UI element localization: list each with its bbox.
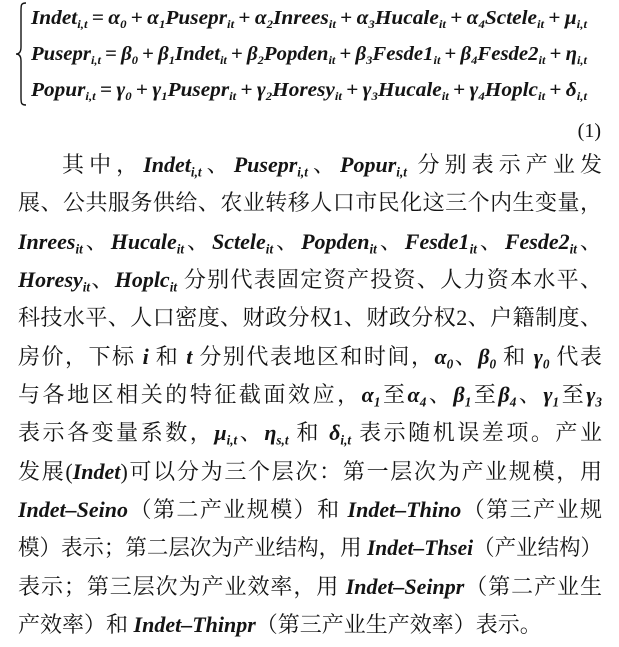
paragraph-line-content: [18, 453, 602, 491]
text-run: 、: [184, 228, 213, 254]
subscript: 2: [265, 89, 273, 104]
subscript: i,t: [297, 164, 308, 180]
subscript: s,t: [276, 432, 289, 448]
paragraph-line-content: [18, 261, 602, 299]
math-variable: γ: [256, 79, 266, 101]
math-term: [31, 43, 102, 68]
subscript: it: [433, 53, 441, 68]
math-term: [407, 381, 427, 410]
paragraph-line-content: [18, 184, 602, 222]
text-run: )可以分为三个层次：第一层次为产业规模，用: [120, 458, 602, 484]
text-run: 分别代表地区和时间，: [192, 343, 435, 369]
math-term: [175, 43, 227, 68]
math-variable: Hucale: [374, 7, 439, 29]
subscript: 4: [419, 394, 427, 410]
operator-sign: +: [346, 79, 359, 101]
left-brace: [14, 2, 28, 106]
paragraph-line: [18, 299, 602, 337]
math-term: [214, 420, 238, 448]
math-term: [73, 459, 121, 484]
math-term: [543, 381, 560, 410]
math-term: [340, 152, 407, 180]
equation-content: [31, 0, 587, 36]
math-variable: γ: [362, 79, 372, 101]
subscript: 2: [257, 53, 264, 68]
math-term: [346, 574, 465, 599]
math-variable: α: [147, 7, 159, 29]
math-term: [147, 7, 166, 32]
equation-line: [31, 72, 587, 108]
subscript: 0: [120, 17, 127, 32]
math-term: [478, 343, 497, 372]
math-variable: γ: [116, 79, 126, 101]
math-variable: Sctele: [484, 7, 537, 29]
subscript: it: [265, 241, 274, 257]
subscript: 3: [595, 394, 602, 410]
math-variable: β: [121, 43, 132, 65]
math-term: [256, 79, 273, 104]
paragraph-line-content: [18, 338, 602, 376]
math-variable: Hucale: [377, 79, 442, 101]
equation-number: (1): [577, 120, 601, 142]
subscript: it: [75, 241, 83, 257]
paragraph-line-content: [18, 606, 542, 644]
math-term: [264, 420, 289, 448]
math-term: [377, 79, 449, 104]
text-run: 、: [201, 152, 234, 177]
math-term: [469, 79, 485, 104]
subscript: it: [229, 89, 237, 104]
math-variable: α: [361, 381, 374, 407]
math-variable: α: [254, 7, 267, 29]
math-variable: α: [466, 7, 479, 29]
subscript: 1: [552, 394, 560, 410]
text-run: 代表: [549, 343, 602, 369]
equation-line: [31, 0, 587, 36]
math-term: [134, 612, 256, 637]
math-variable: Pusepr: [31, 43, 91, 65]
math-term: [453, 381, 472, 410]
text-run: 分别表示产业发: [406, 152, 602, 177]
paragraph: [18, 146, 602, 644]
text-run: 、: [426, 381, 454, 407]
text-run: （第三产业规: [461, 496, 602, 522]
operator-sign: +: [549, 79, 562, 101]
math-term: [158, 43, 176, 68]
text-run: 展、公共服务供给、农业转移人口市民化这三个内生变量，: [18, 190, 602, 216]
math-variable: Horesy: [18, 266, 83, 292]
paragraph-line: [62, 146, 602, 184]
math-variable: Pusepr: [165, 7, 228, 29]
math-term: [301, 228, 377, 257]
text-run: 至: [471, 381, 499, 407]
subscript: 0: [131, 53, 139, 68]
math-variable: Popden: [263, 43, 329, 65]
operator-sign: +: [238, 7, 251, 29]
subscript: 1: [373, 394, 381, 410]
subscript: 2: [266, 17, 274, 32]
paragraph-line: [18, 453, 602, 491]
subscript: 0: [542, 356, 550, 372]
operator-sign: +: [450, 7, 463, 29]
math-term: [143, 152, 202, 180]
text-run: 、: [307, 152, 341, 177]
subscript: i,t: [77, 17, 88, 32]
math-variable: Sctele: [212, 228, 266, 254]
text-run: 至: [559, 381, 587, 407]
math-term: [477, 43, 546, 68]
math-term: [355, 43, 373, 68]
math-term: [18, 266, 91, 295]
math-variable: Indet: [72, 458, 121, 484]
math-variable: β: [247, 43, 258, 65]
math-variable: Indet–Seinpr: [345, 573, 465, 599]
math-term: [565, 79, 587, 104]
math-term: [108, 7, 127, 32]
paragraph-line-content: [62, 146, 602, 184]
math-variable: Pusepr: [233, 152, 298, 177]
equation-content: [31, 36, 587, 72]
text-run: 、: [576, 228, 602, 254]
paragraph-line: [18, 223, 602, 261]
math-variable: Indet–Seino: [18, 496, 129, 522]
operator-sign: +: [340, 7, 353, 29]
math-term: [362, 79, 378, 104]
operator-sign: +: [142, 43, 154, 65]
subscript: i,t: [340, 432, 352, 448]
math-term: [165, 7, 235, 32]
text-run: 与各地区相关的特征截面效应，: [18, 381, 362, 407]
math-variable: Fesde1: [372, 43, 434, 65]
math-variable: α: [407, 381, 420, 407]
math-variable: Indet: [175, 43, 220, 65]
math-variable: Popur: [31, 79, 86, 101]
subscript: it: [469, 241, 477, 257]
subscript: 4: [471, 53, 478, 68]
math-term: [586, 381, 602, 410]
paragraph-line-content: [18, 491, 602, 529]
math-term: [484, 7, 545, 32]
text-run: 、: [376, 228, 405, 254]
paragraph-line: [18, 184, 602, 222]
operator-sign: =: [105, 43, 117, 65]
subscript: it: [538, 53, 546, 68]
subscript: i,t: [226, 432, 238, 448]
math-variable: Fesde1: [404, 228, 470, 254]
math-term: [247, 43, 264, 68]
math-variable: Indet: [143, 152, 191, 177]
subscript: it: [176, 241, 185, 257]
math-term: [116, 79, 132, 104]
math-variable: γ: [152, 79, 162, 101]
math-term: [329, 420, 352, 448]
subscript: it: [441, 89, 449, 104]
subscript: 1: [168, 53, 176, 68]
paragraph-line-content: [18, 223, 602, 261]
text-run: 其中，: [62, 152, 144, 177]
subscript: 1: [158, 17, 166, 32]
math-variable: β: [453, 381, 465, 407]
subscript: i,t: [396, 164, 407, 180]
math-term: [348, 497, 462, 522]
math-term: [273, 7, 336, 32]
math-variable: Horesy: [272, 79, 335, 101]
subscript: it: [334, 89, 342, 104]
math-term: [460, 43, 478, 68]
subscript: it: [82, 279, 91, 295]
math-term: [374, 7, 446, 32]
paragraph-line: [18, 376, 602, 414]
text-run: 和: [496, 343, 534, 369]
math-variable: γ: [543, 381, 553, 407]
text-run: （第二产业生: [464, 573, 602, 599]
math-variable: β: [355, 43, 367, 65]
math-variable: Popur: [340, 152, 397, 177]
math-variable: Indet–Thsei: [366, 535, 474, 561]
subscript: 0: [446, 356, 454, 372]
text-run: 表示；第三层次为产业效率，用: [18, 573, 346, 599]
subscript: i,t: [576, 53, 587, 68]
subscript: i,t: [85, 89, 96, 104]
math-variable: Fesde2: [504, 228, 570, 254]
text-run: 、: [237, 420, 265, 446]
paragraph-line: [18, 568, 602, 606]
math-variable: Fesde2: [477, 43, 539, 65]
operator-sign: +: [231, 43, 243, 65]
text-run: （产业结构）: [473, 535, 602, 561]
subscript: i,t: [190, 164, 202, 180]
math-term: [18, 497, 128, 522]
math-term: [114, 266, 178, 295]
math-variable: Pusepr: [167, 79, 230, 101]
subscript: it: [169, 279, 178, 295]
paragraph-line: [18, 338, 602, 376]
math-term: [18, 228, 83, 257]
math-variable: α: [434, 343, 447, 369]
equation-line: [31, 36, 587, 72]
text-run: 、: [273, 228, 302, 254]
equation-lines: [31, 0, 587, 108]
math-variable: Popden: [301, 228, 370, 254]
text-run: 、: [516, 381, 544, 407]
math-term: [121, 43, 139, 68]
math-term: [212, 228, 274, 257]
math-term: [356, 7, 375, 32]
text-run: 至: [380, 381, 408, 407]
subscript: 0: [125, 89, 132, 104]
math-term: [263, 43, 336, 68]
math-variable: η: [565, 43, 577, 65]
text-run: 产效率）和: [18, 611, 134, 637]
subscript: 0: [489, 356, 497, 372]
paragraph-line: [18, 529, 602, 567]
math-term: [484, 79, 546, 104]
math-variable: β: [498, 381, 510, 407]
subscript: it: [219, 53, 227, 68]
math-term: [167, 79, 237, 104]
math-term: [233, 152, 308, 180]
math-variable: t: [186, 343, 193, 369]
text-run: 模）表示；第二层次为产业结构，用: [18, 535, 367, 561]
subscript: it: [369, 241, 377, 257]
subscript: it: [536, 17, 545, 32]
paragraph-line-content: [18, 376, 602, 414]
operator-sign: +: [548, 7, 561, 29]
math-variable: γ: [469, 79, 479, 101]
math-term: [466, 7, 485, 32]
paragraph-line-content: [18, 299, 602, 337]
math-variable: γ: [533, 343, 543, 369]
math-variable: Hoplc: [484, 79, 539, 101]
operator-sign: +: [549, 43, 562, 65]
subscript: it: [538, 89, 546, 104]
math-term: [498, 381, 517, 410]
math-variable: β: [158, 43, 169, 65]
subscript: 1: [161, 89, 168, 104]
math-variable: η: [264, 420, 277, 446]
paragraph-line-content: [18, 529, 602, 567]
subscript: it: [328, 17, 336, 32]
text-run: 、: [476, 228, 505, 254]
paragraph-line: [18, 491, 602, 529]
text-run: 表示随机误差项。产业: [351, 420, 602, 446]
math-variable: μ: [564, 7, 577, 29]
subscript: it: [328, 53, 336, 68]
text-run: 、: [453, 343, 479, 369]
operator-sign: =: [91, 7, 104, 29]
math-term: [565, 43, 587, 68]
operator-sign: +: [453, 79, 466, 101]
math-term: [31, 7, 88, 32]
math-term: [254, 7, 274, 32]
subscript: 3: [368, 17, 375, 32]
math-variable: β: [460, 43, 472, 65]
text-run: 表示各变量系数，: [18, 420, 215, 446]
operator-sign: +: [444, 43, 457, 65]
math-variable: Hucale: [110, 228, 177, 254]
math-term: [404, 228, 477, 257]
text-run: 和: [148, 343, 187, 369]
math-term: [272, 79, 342, 104]
subscript: 3: [366, 53, 373, 68]
operator-sign: +: [339, 43, 352, 65]
paragraph-line-content: [18, 568, 602, 606]
operator-sign: +: [135, 79, 149, 101]
math-term: [110, 228, 185, 257]
operator-sign: +: [240, 79, 253, 101]
text-run: 和: [288, 420, 330, 446]
math-variable: Inrees: [273, 7, 329, 29]
subscript: it: [227, 17, 235, 32]
math-variable: Hoplc: [114, 266, 170, 292]
math-term: [367, 535, 473, 560]
math-variable: α: [108, 7, 121, 29]
math-term: [361, 381, 381, 410]
operator-sign: =: [99, 79, 113, 101]
math-variable: γ: [586, 381, 596, 407]
math-term: [533, 343, 550, 372]
paragraph-line: [18, 261, 602, 299]
subscript: it: [569, 241, 577, 257]
math-variable: Indet: [31, 7, 78, 29]
text-run: 发展(: [18, 458, 73, 484]
subscript: 4: [509, 394, 517, 410]
math-variable: Inrees: [18, 228, 76, 254]
math-term: [434, 343, 454, 372]
subscript: 1: [464, 394, 472, 410]
equation-system: [0, 0, 619, 110]
subscript: i,t: [576, 89, 587, 104]
math-variable: i: [142, 343, 149, 369]
text-run: 房价，下标: [18, 343, 143, 369]
paragraph-line-content: [18, 414, 602, 452]
math-term: [504, 228, 577, 257]
equation-content: [31, 72, 587, 108]
text-run: 、: [82, 228, 111, 254]
subscript: i,t: [90, 53, 102, 68]
math-variable: δ: [329, 420, 341, 446]
paragraph-line: [18, 606, 602, 644]
math-variable: δ: [565, 79, 577, 101]
math-variable: μ: [214, 420, 227, 446]
math-term: [31, 79, 96, 104]
math-term: [372, 43, 441, 68]
subscript: 4: [478, 89, 485, 104]
text-run: （第二产业规模）和: [128, 496, 348, 522]
math-term: [152, 79, 168, 104]
text-run: 分别代表固定资产投资、人力资本水平、: [177, 266, 602, 292]
math-term: [564, 7, 587, 32]
text-run: 、: [90, 266, 115, 292]
math-variable: β: [478, 343, 490, 369]
text-run: 科技水平、人口密度、财政分权1、财政分权2、户籍制度、: [18, 305, 602, 331]
subscript: 3: [371, 89, 378, 104]
operator-sign: +: [130, 7, 143, 29]
math-variable: α: [356, 7, 369, 29]
text-run: （第三产业生产效率）表示。: [255, 611, 542, 637]
subscript: it: [438, 17, 446, 32]
subscript: i,t: [576, 17, 587, 32]
math-variable: Indet–Thino: [347, 496, 462, 522]
paragraph-line: [18, 414, 602, 452]
subscript: 4: [478, 17, 485, 32]
math-variable: Indet–Thinpr: [133, 611, 256, 637]
